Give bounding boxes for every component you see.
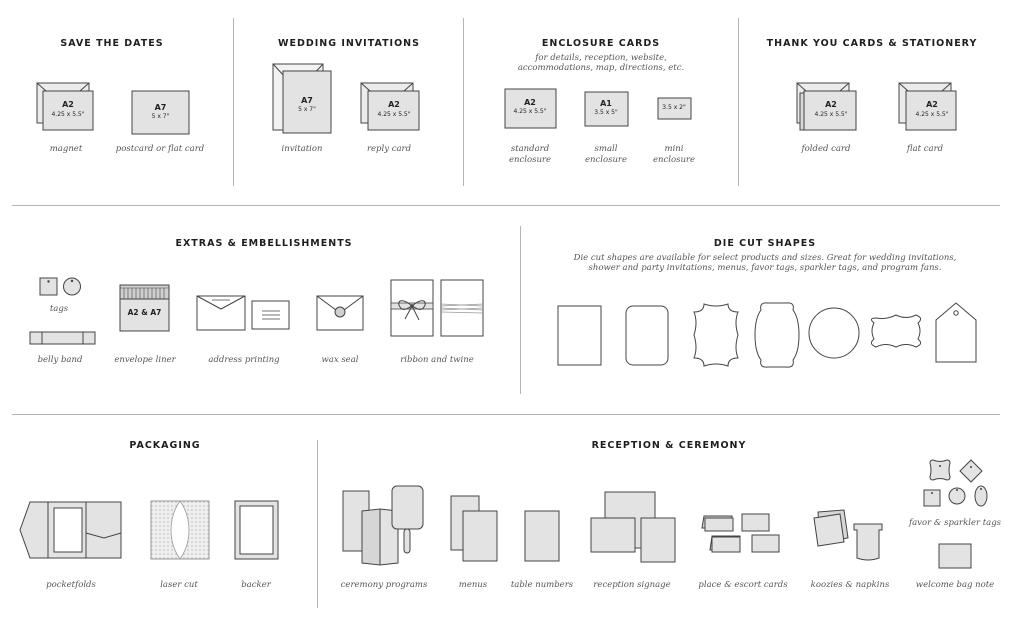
reception-signage-illustration bbox=[589, 490, 679, 564]
mini-enclosure-size-dims: 3.5 x 2" bbox=[662, 104, 686, 111]
enclosure-cards-heading: ENCLOSURE CARDS bbox=[541, 38, 661, 49]
postcard-size-dims: 5 x 7" bbox=[151, 113, 170, 120]
koozies-napkins-caption: koozies & napkins bbox=[810, 580, 890, 590]
pocketfold-illustration bbox=[18, 500, 124, 562]
ceremony-programs-illustration bbox=[342, 485, 426, 567]
backer-illustration bbox=[234, 500, 280, 562]
reply-card-size-name: A2 bbox=[388, 100, 400, 109]
die-cut-shapes-illustration bbox=[556, 298, 986, 368]
small-enclosure-size-dims: 3.5 x 5" bbox=[594, 109, 618, 116]
invitation-caption: invitation bbox=[281, 144, 323, 154]
flat-card-size-dims: 4.25 x 5.5" bbox=[915, 111, 949, 118]
envelope-liner-caption: envelope liner bbox=[114, 355, 176, 365]
invitation-size-name: A7 bbox=[301, 96, 313, 105]
laser-cut-illustration bbox=[150, 500, 212, 562]
flat-card-caption: flat card bbox=[906, 144, 944, 154]
die-cut-rectangle bbox=[558, 306, 601, 365]
die-cut-scallop bbox=[755, 303, 799, 367]
die-cut-subtitle-line2: shower and party invitations, menus, favor tags, sparkler tags, and program fans. bbox=[588, 263, 942, 273]
wax-seal-illustration bbox=[316, 295, 366, 333]
table-numbers-illustration bbox=[524, 510, 562, 564]
postcard-caption: postcard or flat card bbox=[115, 144, 205, 154]
favor-sparkler-tags-caption: favor & sparkler tags bbox=[908, 518, 1002, 528]
welcome-bag-note-caption: welcome bag note bbox=[915, 580, 995, 590]
standard-enclosure-caption-line2: enclosure bbox=[508, 155, 552, 165]
standard-enclosure-caption-line1: standard bbox=[510, 144, 550, 154]
divider-horizontal-1 bbox=[12, 205, 1000, 206]
die-cut-circle bbox=[809, 308, 859, 358]
wax-seal-caption: wax seal bbox=[321, 355, 359, 365]
reply-card-caption: reply card bbox=[366, 144, 412, 154]
pocketfolds-caption: pocketfolds bbox=[46, 580, 96, 590]
magnet-size-name: A2 bbox=[62, 100, 74, 109]
small-enclosure-caption-line2: enclosure bbox=[584, 155, 628, 165]
ceremony-programs-caption: ceremony programs bbox=[340, 580, 428, 590]
reception-signage-caption: reception signage bbox=[593, 580, 671, 590]
die-cut-ornate bbox=[871, 315, 920, 347]
mini-enclosure-caption-line1: mini bbox=[664, 144, 684, 154]
divider-vertical-5 bbox=[317, 440, 318, 608]
folded-card-size-name: A2 bbox=[825, 100, 837, 109]
place-escort-cards-illustration bbox=[700, 512, 784, 556]
magnet-size-dims: 4.25 x 5.5" bbox=[51, 111, 85, 118]
mini-enclosure-caption-line2: enclosure bbox=[652, 155, 696, 165]
favor-sparkler-tags-illustration bbox=[920, 458, 992, 510]
extras-heading: EXTRAS & EMBELLISHMENTS bbox=[175, 238, 353, 249]
postcard-size-name: A7 bbox=[154, 103, 167, 112]
laser-cut-caption: laser cut bbox=[160, 580, 198, 590]
folded-card-caption: folded card bbox=[801, 144, 851, 154]
table-numbers-caption: table numbers bbox=[510, 580, 574, 590]
divider-horizontal-2 bbox=[12, 414, 1000, 415]
standard-enclosure-size-dims: 4.25 x 5.5" bbox=[513, 108, 547, 115]
folded-card-size-dims: 4.25 x 5.5" bbox=[814, 111, 848, 118]
divider-vertical-4 bbox=[520, 226, 521, 394]
die-cut-subtitle-line1: Die cut shapes are available for select products and sizes. Great for wedding invitations, bbox=[573, 253, 957, 263]
enclosure-subtitle-line1: for details, reception, website, bbox=[535, 53, 667, 63]
address-printing-illustration bbox=[196, 295, 292, 333]
enclosure-subtitle-line2: accommodations, map, directions, etc. bbox=[517, 63, 685, 73]
reception-heading: RECEPTION & CEREMONY bbox=[591, 440, 747, 451]
small-enclosure-caption-line1: small bbox=[594, 144, 618, 154]
save-the-dates-heading: SAVE THE DATES bbox=[60, 38, 164, 49]
belly-band-caption: belly band bbox=[37, 355, 83, 365]
ribbon-twine-caption: ribbon and twine bbox=[400, 355, 474, 365]
koozies-napkins-illustration bbox=[812, 508, 888, 564]
tags-caption: tags bbox=[49, 304, 69, 314]
die-cut-bracket bbox=[694, 304, 738, 366]
thank-you-heading: THANK YOU CARDS & STATIONERY bbox=[766, 38, 978, 49]
belly-band-illustration bbox=[29, 331, 97, 347]
envelope-liner-label: A2 & A7 bbox=[127, 308, 162, 317]
menus-illustration bbox=[450, 495, 500, 563]
packaging-heading: PACKAGING bbox=[129, 440, 201, 451]
place-escort-caption: place & escort cards bbox=[698, 580, 788, 590]
flat-card-size-name: A2 bbox=[926, 100, 938, 109]
wedding-invitations-heading: WEDDING INVITATIONS bbox=[278, 38, 420, 49]
die-cut-heading: DIE CUT SHAPES bbox=[713, 238, 817, 249]
invitation-size-dims: 5 x 7" bbox=[298, 106, 316, 113]
die-cut-rounded-rectangle bbox=[626, 306, 668, 365]
address-printing-caption: address printing bbox=[208, 355, 280, 365]
ribbon-twine-illustration bbox=[390, 279, 486, 339]
reply-card-size-dims: 4.25 x 5.5" bbox=[377, 111, 411, 118]
small-enclosure-size-name: A1 bbox=[600, 99, 612, 108]
tags-illustration bbox=[39, 277, 85, 299]
standard-enclosure-size-name: A2 bbox=[524, 98, 536, 107]
menus-caption: menus bbox=[458, 580, 488, 590]
magnet-caption: magnet bbox=[49, 144, 83, 154]
welcome-bag-note-illustration bbox=[938, 543, 974, 571]
backer-caption: backer bbox=[241, 580, 271, 590]
